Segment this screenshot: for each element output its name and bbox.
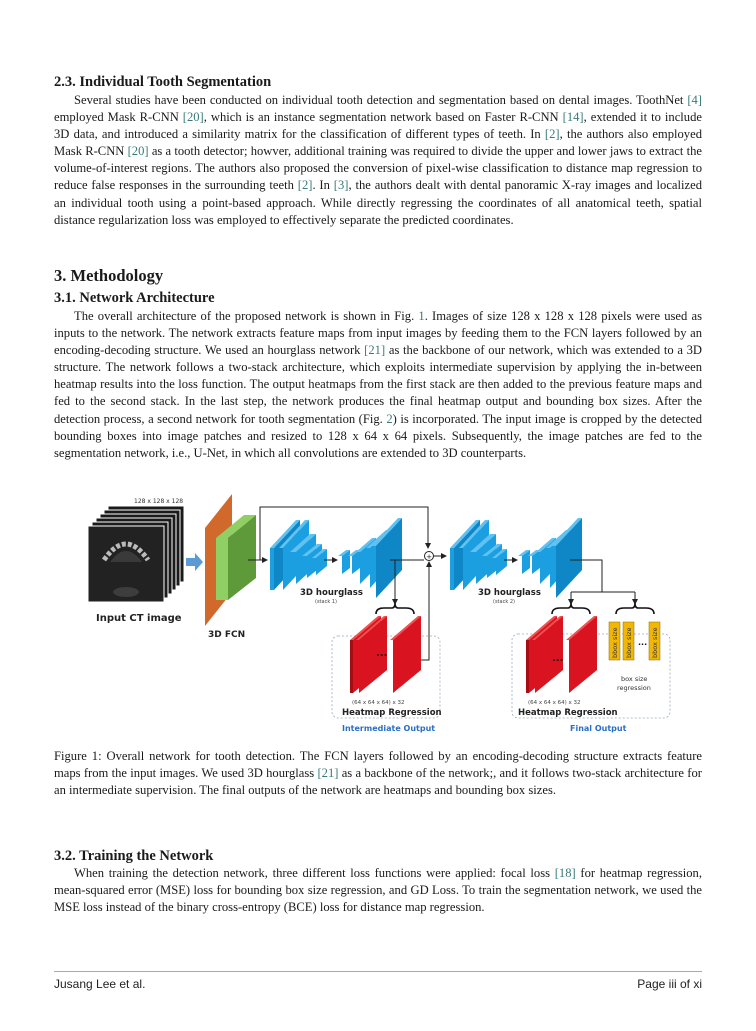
intermediate-output-label: Intermediate Output [342,724,436,733]
citation-link[interactable]: [20] [127,144,149,159]
input-size-label: 128 x 128 x 128 [134,498,184,505]
heatmap-stack-2 [526,616,597,693]
heatmap-stack-1 [350,616,421,693]
input-ct-stack [88,506,184,602]
bbox-size-text: bbox size [651,627,659,658]
citation-link[interactable]: [3] [333,178,349,193]
section-3-2-paragraph: When training the detection network, three different loss functions were applied: focal loss [18] for heatmap regression, mean-squared error (MSE) loss for bounding box size regression, and GD Loss. To train the segmentation network, we used the MSE loss instead of the binary cross-entropy (BCE) loss for distance map regression. [54,866,702,915]
section-heading-2-3: 2.3. Individual Tooth Segmentation [54,74,272,90]
section-heading-3-2: 3.2. Training the Network [54,848,214,864]
heatmap-ellipsis: ... [376,648,388,659]
box-size-label: box size [621,675,648,683]
heatmap-label-1: Heatmap Regression [342,708,442,718]
bbox-size-text: bbox size [625,627,633,658]
heatmap-label-2: Heatmap Regression [518,708,618,718]
heatmap-ellipsis: ... [552,653,564,664]
citation-link[interactable]: [18] [554,866,576,880]
heatmap-dims-1: (64 x 64 x 64) x 32 [352,700,405,706]
input-arrow-icon [186,553,203,571]
footer-page-number: Page iii of xi [637,977,702,991]
stack1-label: 3D hourglass [300,588,363,598]
section-3-1-paragraph: The overall architecture of the proposed network is shown in Fig. 1. Images of size 128 x 128 x 128 pixels were used as inputs to the network. The network extracts feature maps from input images by feeding them to the FCN layers followed by an encoding-decoding structure. We used an hourglass network [21] as the backbone of our network, which was extended to a 3D structure. The network follows a two-stack architecture, which exploits intermediate supervision by applying the in-between heatmap results into the loss function. The output heatmaps from the first stack are then added to the previous feature maps and fed to the second stack. In the last step, the network produces the final heatmap output and bounding box sizes. After the detection process, a second network for tooth segmentation (Fig. 2) is incorporated. The input image is cropped by the detected bounding boxes into image patches and resized to 128 x 64 x 64 pixels. Subsequently, the image patches are fed to the segmentation network, i.e., U-Net, in which all convolutions are extended to 3D counterparts. [54,309,702,460]
brace-icon [376,603,414,614]
citation-link[interactable]: [14] [562,110,584,125]
brace-icon [616,603,654,614]
citation-link[interactable]: [2] [297,178,313,193]
brace-icon [552,603,590,614]
bbox-ellipsis: ... [638,638,648,647]
citation-link[interactable]: [21] [317,766,339,781]
citation-link[interactable]: [20] [182,110,204,125]
citation-link[interactable]: 2 [386,411,393,426]
hourglass-stack-1 [270,518,402,598]
input-ct-label: Input CT image [96,613,182,624]
section-2-3-paragraph: Several studies have been conducted on individual tooth detection and segmentation based on dental images. ToothNet [4] employed Mask R-CNN [20], which is an instance segmentation network based on Faster R-CNN [14], extended it to include 3D data, and introduced a similarity matrix for the classification of different types of teeth. In [2], the authors also employed Mask R-CNN [20] as a tooth detector; howver, additional training was required to divide the upper and lower jaws to extract the volume-of-interest regions. The authors also proposed the conversion of pixel-wise classification to distance map regression to reduce false responses in the surrounding teeth [2]. In [3], the authors dealt with dental panoramic X-ray images and localized an individual tooth using a point-based approach. While directly regressing the coordinates of all anatomical teeth, spatial distance regularization loss was employed to effectively separate the predicted coordinates. [54,93,703,227]
section-heading-3-1: 3.1. Network Architecture [54,290,215,306]
bbox-size-outputs [609,622,660,660]
add-node-symbol: + [426,553,432,561]
bbox-size-text: bbox size [611,627,619,658]
citation-link[interactable]: [2] [544,127,560,142]
hourglass-stack-2 [450,518,582,598]
footer-authors: Jusang Lee et al. [54,977,146,991]
citation-link[interactable]: 1 [418,309,425,323]
heatmap-dims-2: (64 x 64 x 64) x 32 [528,700,581,706]
footer-divider [54,971,702,972]
citation-link[interactable]: [21] [364,343,386,358]
section-heading-3: 3. Methodology [54,266,164,285]
stack1-sublabel: (stack 1) [315,599,337,605]
stack2-sublabel: (stack 2) [493,599,515,605]
stack2-label: 3D hourglass [478,588,541,598]
box-size-regression-label: regression [617,684,651,692]
fcn-label: 3D FCN [208,630,246,640]
figure-1-caption: Figure 1: Overall network for tooth detection. The FCN layers followed by an encoding-decoding structure extracts feature maps from the input images. We used 3D hourglass [21] as a backbone of the network;, and it follows two-stack architecture for an intermediate supervision. The final outputs of the network are heatmaps and bounding box sizes. [54,749,702,798]
citation-link[interactable]: [4] [687,93,702,107]
figure-1-network-diagram [80,488,680,740]
final-output-label: Final Output [570,724,627,733]
